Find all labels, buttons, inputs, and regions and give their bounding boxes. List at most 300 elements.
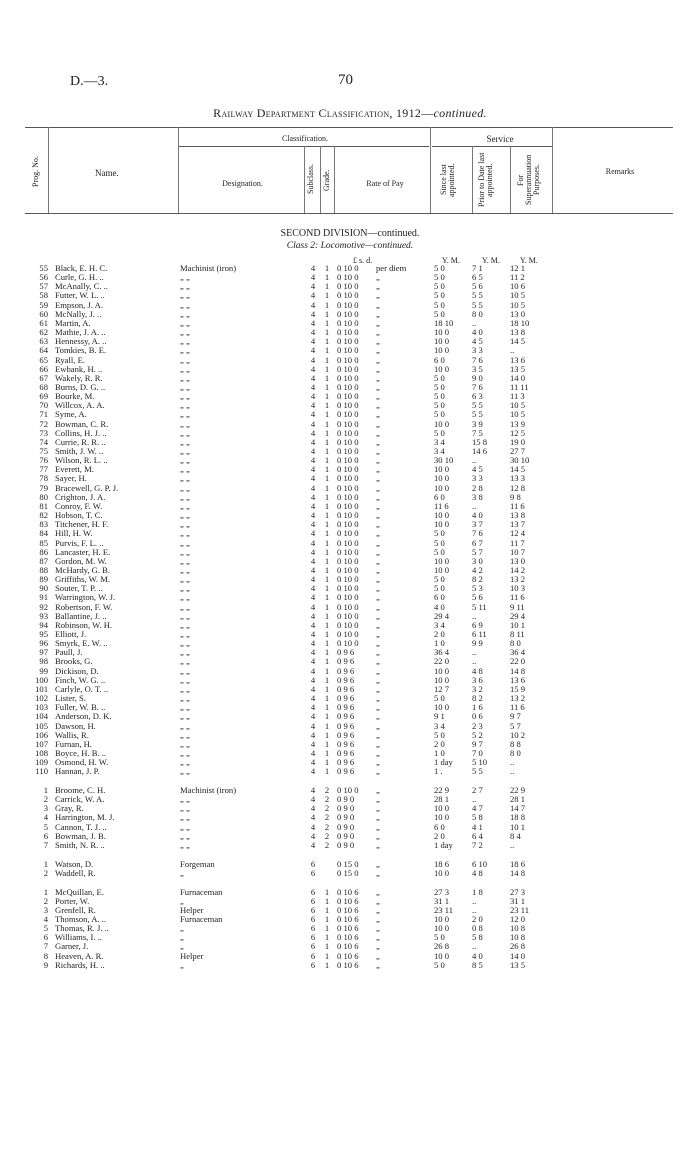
service-prior: 3 8: [472, 491, 483, 502]
service-prior: 6 10: [472, 858, 488, 869]
service-since-last: 1 0: [434, 638, 445, 649]
service-superannuation: 18 6: [510, 858, 526, 869]
employee-name: Thomson, A. ..: [55, 914, 107, 924]
prog-no: 61: [39, 317, 48, 328]
employee-name: Hennessy, A. ..: [55, 336, 107, 347]
pay-unit: „: [376, 656, 380, 667]
service-superannuation: 13 8: [510, 510, 526, 520]
service-since-last: 1 .: [434, 766, 443, 777]
pay-unit: „: [376, 555, 380, 566]
designation: „ „: [180, 299, 190, 310]
designation: „ „: [180, 720, 190, 731]
service-superannuation: 29 4: [510, 610, 526, 621]
employee-name: Syme, A.: [55, 409, 87, 420]
subclass: 4: [310, 537, 316, 548]
service-since-last: 5 0: [434, 281, 445, 292]
designation: „ „: [180, 409, 190, 420]
service-prior: ..: [472, 317, 477, 328]
service-superannuation: 8 0: [510, 638, 521, 649]
service-prior: 6 11: [472, 629, 487, 639]
service-since-last: 1 day: [434, 839, 453, 850]
prog-no: 70: [39, 400, 48, 411]
designation: Furnaceman: [180, 886, 223, 897]
rate-of-pay: 0 10 6: [337, 923, 359, 934]
rate-of-pay: 0 10 6: [337, 950, 359, 961]
subclass: 4: [310, 519, 316, 530]
subclass: 4: [310, 702, 316, 713]
header-superannuation: For Superannuation Purposes.: [516, 154, 541, 206]
subclass: 4: [310, 665, 316, 676]
employee-name: Thomas, R. J. ..: [55, 923, 109, 934]
employee-name: Black, E. H. C.: [55, 263, 108, 273]
service-since-last: 5 0: [434, 528, 445, 539]
service-since-last: 5 0: [434, 299, 445, 310]
service-superannuation: 13 3: [510, 473, 526, 484]
pay-unit: „: [376, 665, 380, 676]
designation: „ „: [180, 693, 190, 703]
prog-no: 104: [35, 711, 48, 722]
subclass: 4: [310, 409, 316, 420]
grade: 1: [324, 941, 330, 952]
prog-no: 99: [39, 665, 48, 676]
subclass: 4: [310, 757, 316, 768]
service-prior: 4 5: [472, 464, 483, 475]
service-since-last: 3 4: [434, 446, 445, 456]
service-since-last: 3 4: [434, 619, 445, 630]
header-bottom-rule: [25, 213, 673, 214]
designation: „ „: [180, 803, 190, 814]
pay-unit: „: [376, 950, 380, 961]
employee-name: Grenfell, R.: [55, 904, 96, 915]
subclass: 4: [310, 308, 316, 319]
subclass: 4: [310, 619, 316, 630]
service-superannuation: 11 7: [510, 537, 525, 548]
grade: 1: [324, 528, 330, 539]
pay-unit: „: [376, 674, 380, 685]
prog-no: 3: [43, 803, 48, 814]
grade: 1: [324, 436, 330, 447]
service-superannuation: 27 3: [510, 886, 526, 897]
subclass: 6: [310, 923, 316, 934]
employee-name: Willcox, A. A.: [55, 400, 105, 411]
service-since-last: 10 0: [434, 555, 450, 566]
service-since-last: 10 0: [434, 473, 450, 484]
prog-no: 58: [39, 290, 48, 301]
service-superannuation: 10 6: [510, 281, 526, 292]
employee-name: Souter, T. P. ..: [55, 583, 103, 594]
service-prior: 3 9: [472, 418, 483, 429]
pay-unit: „: [376, 904, 380, 915]
grade: 1: [324, 455, 330, 466]
pay-unit: „: [376, 574, 380, 585]
service-prior: 7 6: [472, 528, 483, 539]
designation: „ „: [180, 491, 190, 502]
designation: Machinist (iron): [180, 263, 237, 273]
service-since-last: 5 0: [434, 391, 445, 402]
subclass: 4: [310, 400, 316, 411]
employee-name: Brooks, G.: [55, 656, 93, 667]
prog-no: 69: [39, 391, 48, 402]
service-superannuation: 10 2: [510, 729, 526, 740]
employee-name: McHardy, G. B.: [55, 564, 111, 575]
grade: 1: [324, 299, 330, 310]
rate-of-pay: 0 10 0: [337, 629, 359, 639]
service-units-1: Y. M.: [442, 256, 460, 265]
service-superannuation: 8 4: [510, 830, 521, 841]
designation: „ „: [180, 629, 190, 639]
prog-no: 106: [35, 729, 48, 740]
grade: 1: [324, 592, 330, 603]
prog-no: 86: [39, 546, 48, 557]
subclass: 4: [310, 720, 316, 731]
pay-unit: „: [376, 720, 380, 731]
rate-of-pay: 0 9 6: [337, 702, 355, 713]
subclass: 4: [310, 418, 316, 429]
service-since-last: 5 0: [434, 381, 445, 392]
subclass: 4: [310, 610, 316, 621]
designation: „ „: [180, 592, 190, 603]
employee-name: Waddell, R.: [55, 867, 96, 878]
service-since-last: 5 0: [434, 574, 445, 585]
pay-unit: „: [376, 500, 380, 511]
prog-no: 80: [39, 491, 48, 502]
service-superannuation: 26 8: [510, 941, 526, 952]
designation: „ „: [180, 372, 190, 383]
designation: „ „: [180, 464, 190, 475]
pay-unit: „: [376, 683, 380, 694]
service-prior: 5 5: [472, 299, 483, 310]
employee-name: Richards, H. ..: [55, 959, 105, 970]
designation: „ „: [180, 830, 190, 841]
service-since-last: 30 10: [434, 455, 454, 466]
grade: 1: [324, 886, 330, 897]
grade: 1: [324, 317, 330, 328]
service-superannuation: 10 1: [510, 821, 526, 832]
prog-no: 67: [39, 372, 48, 383]
service-superannuation: ..: [510, 839, 515, 850]
service-prior: 7 0: [472, 747, 483, 758]
table-row: [0, 767, 700, 776]
service-superannuation: 22 0: [510, 656, 526, 667]
employee-name: Everett, M.: [55, 464, 94, 475]
prog-no: 77: [39, 464, 48, 475]
subclass: 4: [310, 272, 316, 283]
employee-name: Curle, G. H. ..: [55, 272, 104, 283]
service-since-last: 5 0: [434, 932, 445, 943]
employee-name: Heaven, A. R.: [55, 950, 104, 961]
pay-unit: „: [376, 409, 380, 420]
pay-unit: „: [376, 491, 380, 502]
service-units-2: Y. M.: [482, 256, 500, 265]
employee-name: Hill, H. W.: [55, 528, 93, 539]
service-superannuation: 19 0: [510, 436, 526, 447]
service-since-last: 5 0: [434, 290, 445, 301]
designation: „ „: [180, 683, 190, 694]
pay-unit: „: [376, 923, 380, 934]
service-prior: 5 3: [472, 583, 483, 594]
grade: 1: [324, 354, 330, 365]
employee-name: Dawson, H.: [55, 720, 96, 731]
grade: 1: [324, 500, 330, 511]
prog-no: 75: [39, 446, 48, 456]
grade: 1: [324, 446, 330, 456]
pay-unit: „: [376, 381, 380, 392]
prog-no: 66: [39, 363, 48, 374]
grade: 1: [324, 510, 330, 520]
rate-of-pay: 0 9 0: [337, 821, 355, 832]
service-superannuation: 12 4: [510, 528, 526, 539]
rate-of-pay: 0 10 0: [337, 299, 359, 310]
service-superannuation: 10 5: [510, 409, 526, 420]
prog-no: 95: [39, 629, 48, 639]
service-since-last: 10 0: [434, 418, 450, 429]
employee-name: Tomkies, B. E.: [55, 345, 107, 356]
service-since-last: 5 0: [434, 400, 445, 411]
prog-no: 100: [35, 674, 48, 685]
grade: 1: [324, 923, 330, 934]
prog-no: 76: [39, 455, 48, 466]
pay-unit: „: [376, 895, 380, 906]
employee-name: Sayer, H.: [55, 473, 87, 484]
designation: „ „: [180, 308, 190, 319]
rate-of-pay: 0 10 0: [337, 400, 359, 411]
service-prior: 5 5: [472, 766, 483, 777]
pay-unit: „: [376, 592, 380, 603]
designation: „ „: [180, 619, 190, 630]
service-prior: 7 5: [472, 427, 483, 438]
pay-unit: „: [376, 693, 380, 703]
service-since-last: 5 0: [434, 409, 445, 420]
pay-unit: „: [376, 839, 380, 850]
employee-name: Lancaster, H. E.: [55, 546, 111, 557]
service-prior: ..: [472, 610, 477, 621]
grade: 1: [324, 345, 330, 356]
service-superannuation: 10 7: [510, 546, 526, 557]
rate-of-pay: 0 9 6: [337, 738, 355, 749]
prog-no: 59: [39, 299, 48, 310]
service-superannuation: 14 5: [510, 464, 526, 475]
prog-no: 6: [43, 830, 48, 841]
service-since-last: 10 0: [434, 519, 450, 530]
designation: „ „: [180, 729, 190, 740]
employee-name: Burns, D. G. ..: [55, 381, 106, 392]
employee-name: Elliott, J.: [55, 629, 87, 639]
rate-of-pay: 0 10 0: [337, 427, 359, 438]
employee-name: Carlyle, O. T. ..: [55, 683, 109, 694]
subclass: 4: [310, 711, 316, 722]
grade: 1: [324, 959, 330, 970]
prog-no: 2: [43, 794, 48, 805]
employee-name: Boyce, H. B. ..: [55, 747, 107, 758]
employee-name: Lister, S.: [55, 693, 86, 703]
header-prog-no: Prog. No.: [31, 156, 40, 188]
service-since-last: 10 0: [434, 803, 450, 814]
rate-of-pay: 0 9 6: [337, 683, 355, 694]
service-superannuation: 13 6: [510, 674, 526, 685]
service-since-last: 18 10: [434, 317, 454, 328]
service-superannuation: 14 7: [510, 803, 526, 814]
rate-of-pay: 0 9 0: [337, 839, 355, 850]
subclass: 4: [310, 491, 316, 502]
pay-unit: „: [376, 914, 380, 924]
grade: 1: [324, 290, 330, 301]
subclass: 4: [310, 427, 316, 438]
designation: „ „: [180, 436, 190, 447]
subclass: 4: [310, 647, 316, 658]
prog-no: 108: [35, 747, 48, 758]
employee-name: Carrick, W. A.: [55, 794, 105, 805]
designation: „ „: [180, 738, 190, 749]
designation: „: [180, 895, 184, 906]
employee-name: Smith, N. R. ..: [55, 839, 105, 850]
prog-no: 72: [39, 418, 48, 429]
rate-of-pay: 0 10 0: [337, 372, 359, 383]
designation: „ „: [180, 528, 190, 539]
employee-name: Smyrk, E. W. ..: [55, 638, 108, 649]
grade: 1: [324, 473, 330, 484]
grade: 1: [324, 308, 330, 319]
rate-of-pay: 0 9 6: [337, 656, 355, 667]
service-since-last: 5 0: [434, 693, 445, 703]
subclass: 4: [310, 528, 316, 539]
service-since-last: 12 7: [434, 683, 450, 694]
rate-of-pay: 0 9 6: [337, 729, 355, 740]
service-superannuation: ..: [510, 757, 515, 768]
service-prior: 4 0: [472, 327, 483, 337]
grade: 1: [324, 729, 330, 740]
service-prior: 3 0: [472, 555, 483, 566]
service-since-last: 10 0: [434, 665, 450, 676]
service-superannuation: 10 8: [510, 923, 526, 934]
pay-unit: „: [376, 785, 380, 795]
employee-name: Collins, H. J. ..: [55, 427, 107, 438]
pay-unit: „: [376, 400, 380, 411]
subclass: 4: [310, 555, 316, 566]
service-superannuation: 13 0: [510, 555, 526, 566]
subclass: 4: [310, 345, 316, 356]
pay-unit: „: [376, 812, 380, 823]
employee-name: Anderson, D. K.: [55, 711, 112, 722]
header-subclass: Subclass.: [306, 164, 315, 194]
prog-no: 4: [43, 914, 48, 924]
pay-unit: „: [376, 354, 380, 365]
designation: „ „: [180, 711, 190, 722]
designation: „: [180, 959, 184, 970]
pay-unit: „: [376, 747, 380, 758]
service-since-last: 5 0: [434, 729, 445, 740]
table-row: [0, 869, 700, 878]
rate-of-pay: 0 10 0: [337, 446, 359, 456]
employee-name: Conroy, F. W.: [55, 500, 103, 511]
rate-of-pay: 0 10 0: [337, 336, 359, 347]
rate-of-pay: 0 10 0: [337, 418, 359, 429]
employee-name: Robertson, F. W.: [55, 601, 113, 612]
service-since-last: 1 day: [434, 757, 453, 768]
employee-name: Crighton, J. A.: [55, 491, 106, 502]
prog-no: 9: [43, 959, 48, 970]
service-superannuation: 13 9: [510, 418, 526, 429]
title-suffix: continued.: [433, 106, 487, 120]
service-since-last: 5 0: [434, 372, 445, 383]
service-prior: 4 2: [472, 564, 483, 575]
service-since-last: 28 1: [434, 794, 450, 805]
service-since-last: 3 4: [434, 720, 445, 731]
prog-no: 97: [39, 647, 48, 658]
prog-no: 62: [39, 327, 48, 337]
subclass: 4: [310, 464, 316, 475]
rate-of-pay: 0 10 0: [337, 345, 359, 356]
rate-of-pay: 0 10 0: [337, 317, 359, 328]
grade: 1: [324, 519, 330, 530]
service-superannuation: 13 0: [510, 308, 526, 319]
grade: 2: [324, 803, 330, 814]
pay-unit: „: [376, 959, 380, 970]
rate-of-pay: 0 9 6: [337, 711, 355, 722]
pay-unit: „: [376, 803, 380, 814]
pay-unit: „: [376, 794, 380, 805]
service-prior: 3 2: [472, 683, 483, 694]
service-prior: 4 5: [472, 336, 483, 347]
service-since-last: 22 0: [434, 656, 450, 667]
pay-unit: „: [376, 336, 380, 347]
designation: „ „: [180, 647, 190, 658]
grade: 2: [324, 812, 330, 823]
subclass: 4: [310, 327, 316, 337]
service-superannuation: 10 5: [510, 290, 526, 301]
rate-of-pay: 0 10 6: [337, 959, 359, 970]
grade: 1: [324, 656, 330, 667]
grade: 1: [324, 683, 330, 694]
subclass: 4: [310, 592, 316, 603]
table-row: [0, 841, 700, 850]
pay-unit: „: [376, 510, 380, 520]
prog-no: 98: [39, 656, 48, 667]
service-since-last: 27 3: [434, 886, 450, 897]
service-superannuation: 8 0: [510, 747, 521, 758]
subclass: 4: [310, 794, 316, 805]
grade: 1: [324, 950, 330, 961]
prog-no: 2: [43, 867, 48, 878]
service-since-last: 10 0: [434, 564, 450, 575]
prog-no: 90: [39, 583, 48, 594]
header-service: Service: [486, 134, 514, 144]
designation: „ „: [180, 327, 190, 337]
service-superannuation: 13 2: [510, 693, 526, 703]
rate-of-pay: 0 10 0: [337, 500, 359, 511]
employee-name: Wallis, R.: [55, 729, 89, 740]
rate-of-pay: 0 9 6: [337, 720, 355, 731]
service-prior: 4 8: [472, 867, 483, 878]
designation: „ „: [180, 766, 190, 777]
employee-name: Bracewell, G. P. J.: [55, 482, 119, 493]
designation: „ „: [180, 747, 190, 758]
designation: „ „: [180, 510, 190, 520]
service-superannuation: 22 9: [510, 785, 526, 795]
grade: 1: [324, 702, 330, 713]
employee-name: Purvis, F. L. ..: [55, 537, 104, 548]
service-prior: 5 6: [472, 592, 483, 603]
service-since-last: 10 0: [434, 510, 450, 520]
subclass: 4: [310, 656, 316, 667]
employee-name: Martin, A.: [55, 317, 91, 328]
pay-unit: „: [376, 327, 380, 337]
service-prior: 8 2: [472, 693, 483, 703]
prog-no: 2: [43, 895, 48, 906]
subclass: 4: [310, 354, 316, 365]
employee-name: Currie, R. R. ..: [55, 436, 106, 447]
grade: 1: [324, 757, 330, 768]
grade: 1: [324, 601, 330, 612]
